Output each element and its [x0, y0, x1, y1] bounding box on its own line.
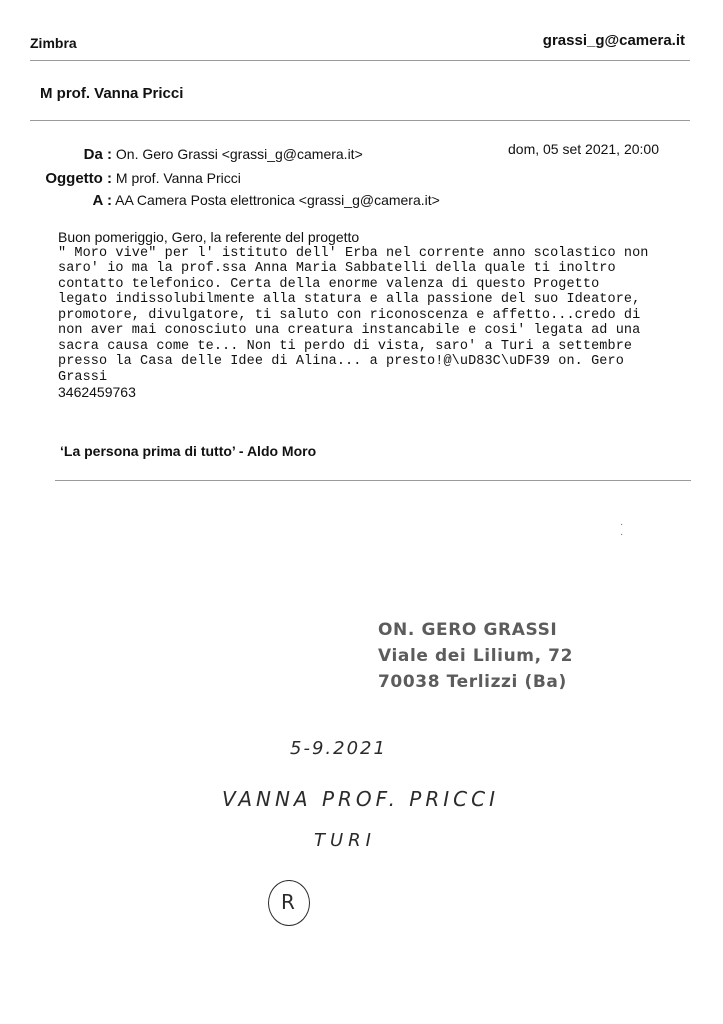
from-row	[42, 146, 363, 163]
body-line: Grassi	[58, 369, 108, 385]
footer-divider	[55, 480, 691, 481]
handwritten-city: TURI	[314, 830, 376, 851]
circled-letter-text: R	[281, 890, 295, 914]
body-line: presso la Casa delle Idee di Alina... a presto!@\uD83C\uDF39 on. Gero	[58, 354, 624, 369]
body-line: non aver mai conosciuto una creatura instancabile e cosi' legata ad una	[58, 323, 641, 338]
message-body	[58, 230, 649, 401]
message-subject-title: M prof. Vanna Pricci	[40, 85, 184, 102]
subject-label: Oggetto :	[45, 170, 112, 187]
stamp-line: ON. GERO GRASSI	[378, 620, 558, 640]
body-line: contatto telefonico. Certa della enorme valenza di questo Progetto	[58, 276, 600, 292]
signature-motto: ‘La persona prima di tutto’ - Aldo Moro	[60, 443, 317, 459]
stamp-line: 70038 Terlizzi (Ba)	[378, 672, 567, 692]
header-divider	[30, 60, 690, 61]
to-value: AA Camera Posta elettronica <grassi_g@camera.it>	[115, 192, 440, 208]
stamp-line: Viale dei Lilium, 72	[378, 646, 574, 666]
phone-number: 3462459763	[58, 384, 136, 400]
from-label: Da :	[83, 146, 112, 163]
handwritten-name: VANNA PROF. PRICCI	[222, 787, 499, 811]
message-date: dom, 05 set 2021, 20:00	[508, 141, 659, 157]
to-label: A :	[92, 192, 112, 209]
app-name: Zimbra	[30, 35, 77, 51]
address-stamp	[378, 617, 573, 695]
subject-value: M prof. Vanna Pricci	[115, 170, 241, 186]
subject-row	[42, 170, 241, 187]
subject-divider	[30, 120, 690, 121]
from-value: On. Gero Grassi <grassi_g@camera.it>	[115, 146, 363, 162]
body-line: legato indissolubilmente alla statura e alla passione del suo Ideatore,	[58, 292, 641, 307]
body-line: promotore, divulgatore, ti saluto con riconoscenza e affetto...credo di	[58, 307, 641, 323]
account-email: grassi_g@camera.it	[542, 32, 685, 49]
scan-marks: · ·	[620, 519, 624, 540]
body-line: " Moro vive" per l' istituto dell' Erba nel corrente anno scolastico non	[58, 245, 649, 261]
body-line: sacra causa come te... Non ti perdo di vista, saro' a Turi a settembre	[58, 338, 633, 354]
handwritten-date: 5-9.2021	[290, 738, 387, 759]
to-row	[42, 192, 440, 209]
body-line: saro' io ma la prof.ssa Anna Maria Sabbatelli della quale ti inoltro	[58, 261, 616, 276]
circled-letter	[268, 880, 310, 926]
body-line: Buon pomeriggio, Gero, la referente del progetto	[58, 229, 360, 245]
